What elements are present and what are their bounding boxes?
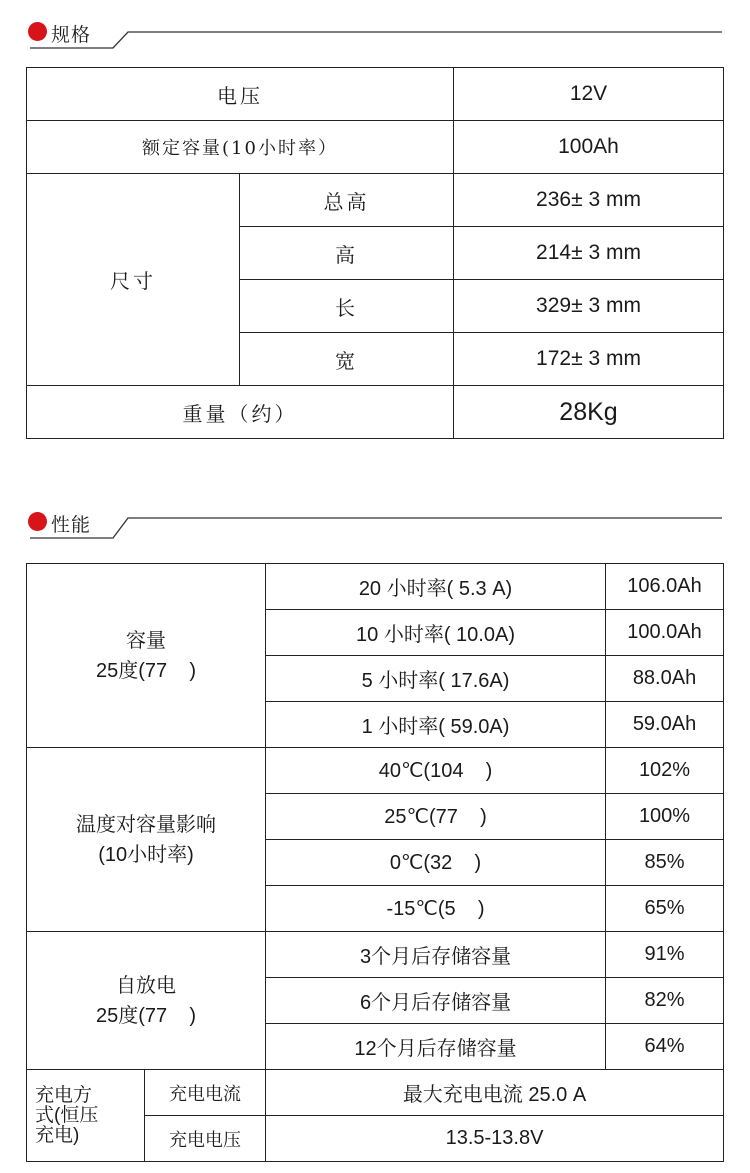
period-cell: 6个月后存储容量	[266, 978, 606, 1024]
charge-voltage-value: 13.5-13.8V	[266, 1116, 724, 1162]
value-cell: 106.0Ah	[606, 564, 724, 610]
temp-cell: -15℃(5 )	[266, 886, 606, 932]
voltage-value: 12V	[454, 68, 724, 121]
capacity-group-label	[27, 564, 266, 748]
capacity-label: 额定容量(10小时率）	[27, 121, 454, 174]
group-label-line: 容量	[126, 629, 166, 652]
dimension-item-value: 214± 3 mm	[454, 227, 724, 280]
dimension-item-label: 总高	[240, 174, 454, 227]
method-label-line: 式(恒压	[35, 1104, 99, 1126]
weight-value: 28Kg	[454, 386, 724, 439]
perf-section-header	[0, 502, 750, 542]
capacity-value: 100Ah	[454, 121, 724, 174]
header-underline	[0, 502, 750, 542]
method-label-line: 充电)	[35, 1124, 80, 1146]
charge-voltage-label: 充电电压	[145, 1116, 266, 1162]
table-row	[27, 564, 724, 610]
dimension-item-label: 宽	[240, 333, 454, 386]
value-cell: 100%	[606, 794, 724, 840]
temp-cell: 40℃(104 )	[266, 748, 606, 794]
group-label-line: (10小时率)	[98, 843, 194, 866]
rate-cell: 10 小时率( 10.0A)	[266, 610, 606, 656]
group-label-line: 自放电	[116, 974, 176, 997]
rate-cell: 20 小时率( 5.3 A)	[266, 564, 606, 610]
weight-label: 重量（约）	[27, 386, 454, 439]
dimension-item-value: 236± 3 mm	[454, 174, 724, 227]
temp-cell: 25℃(77 )	[266, 794, 606, 840]
dimension-item-value: 329± 3 mm	[454, 280, 724, 333]
dimension-item-value: 172± 3 mm	[454, 333, 724, 386]
rate-cell: 5 小时率( 17.6A)	[266, 656, 606, 702]
value-cell: 59.0Ah	[606, 702, 724, 748]
spec-section-title: 规格	[51, 24, 92, 46]
dimension-item-label: 高	[240, 227, 454, 280]
value-cell: 64%	[606, 1024, 724, 1070]
value-cell: 88.0Ah	[606, 656, 724, 702]
temp-cell: 0℃(32 )	[266, 840, 606, 886]
charging-method-label	[27, 1070, 145, 1162]
value-cell: 102%	[606, 748, 724, 794]
perf-section-title: 性能	[51, 514, 92, 536]
table-row	[27, 386, 724, 439]
group-label-line: 温度对容量影响	[76, 813, 216, 836]
temperature-group-label	[27, 748, 266, 932]
period-cell: 3个月后存储容量	[266, 932, 606, 978]
method-label-line: 充电方	[35, 1084, 93, 1106]
value-cell: 100.0Ah	[606, 610, 724, 656]
table-row	[27, 748, 724, 794]
charge-current-label: 充电电流	[145, 1070, 266, 1116]
group-label-line: 25度(77 )	[95, 659, 197, 682]
table-row	[27, 68, 724, 121]
value-cell: 91%	[606, 932, 724, 978]
self-discharge-group-label	[27, 932, 266, 1070]
table-row	[27, 1070, 724, 1116]
value-cell: 85%	[606, 840, 724, 886]
dimensions-label: 尺寸	[27, 174, 240, 386]
header-underline	[0, 12, 750, 52]
performance-table	[26, 563, 724, 1162]
table-row	[27, 121, 724, 174]
table-row	[27, 932, 724, 978]
spec-table	[26, 67, 724, 439]
period-cell: 12个月后存储容量	[266, 1024, 606, 1070]
group-label-line: 25度(77 )	[95, 1004, 197, 1027]
value-cell: 65%	[606, 886, 724, 932]
table-row	[27, 174, 724, 227]
rate-cell: 1 小时率( 59.0A)	[266, 702, 606, 748]
spec-section-header	[0, 12, 750, 52]
charge-current-value: 最大充电电流 25.0 A	[266, 1070, 724, 1116]
value-cell: 82%	[606, 978, 724, 1024]
dimension-item-label: 长	[240, 280, 454, 333]
voltage-label: 电压	[27, 68, 454, 121]
